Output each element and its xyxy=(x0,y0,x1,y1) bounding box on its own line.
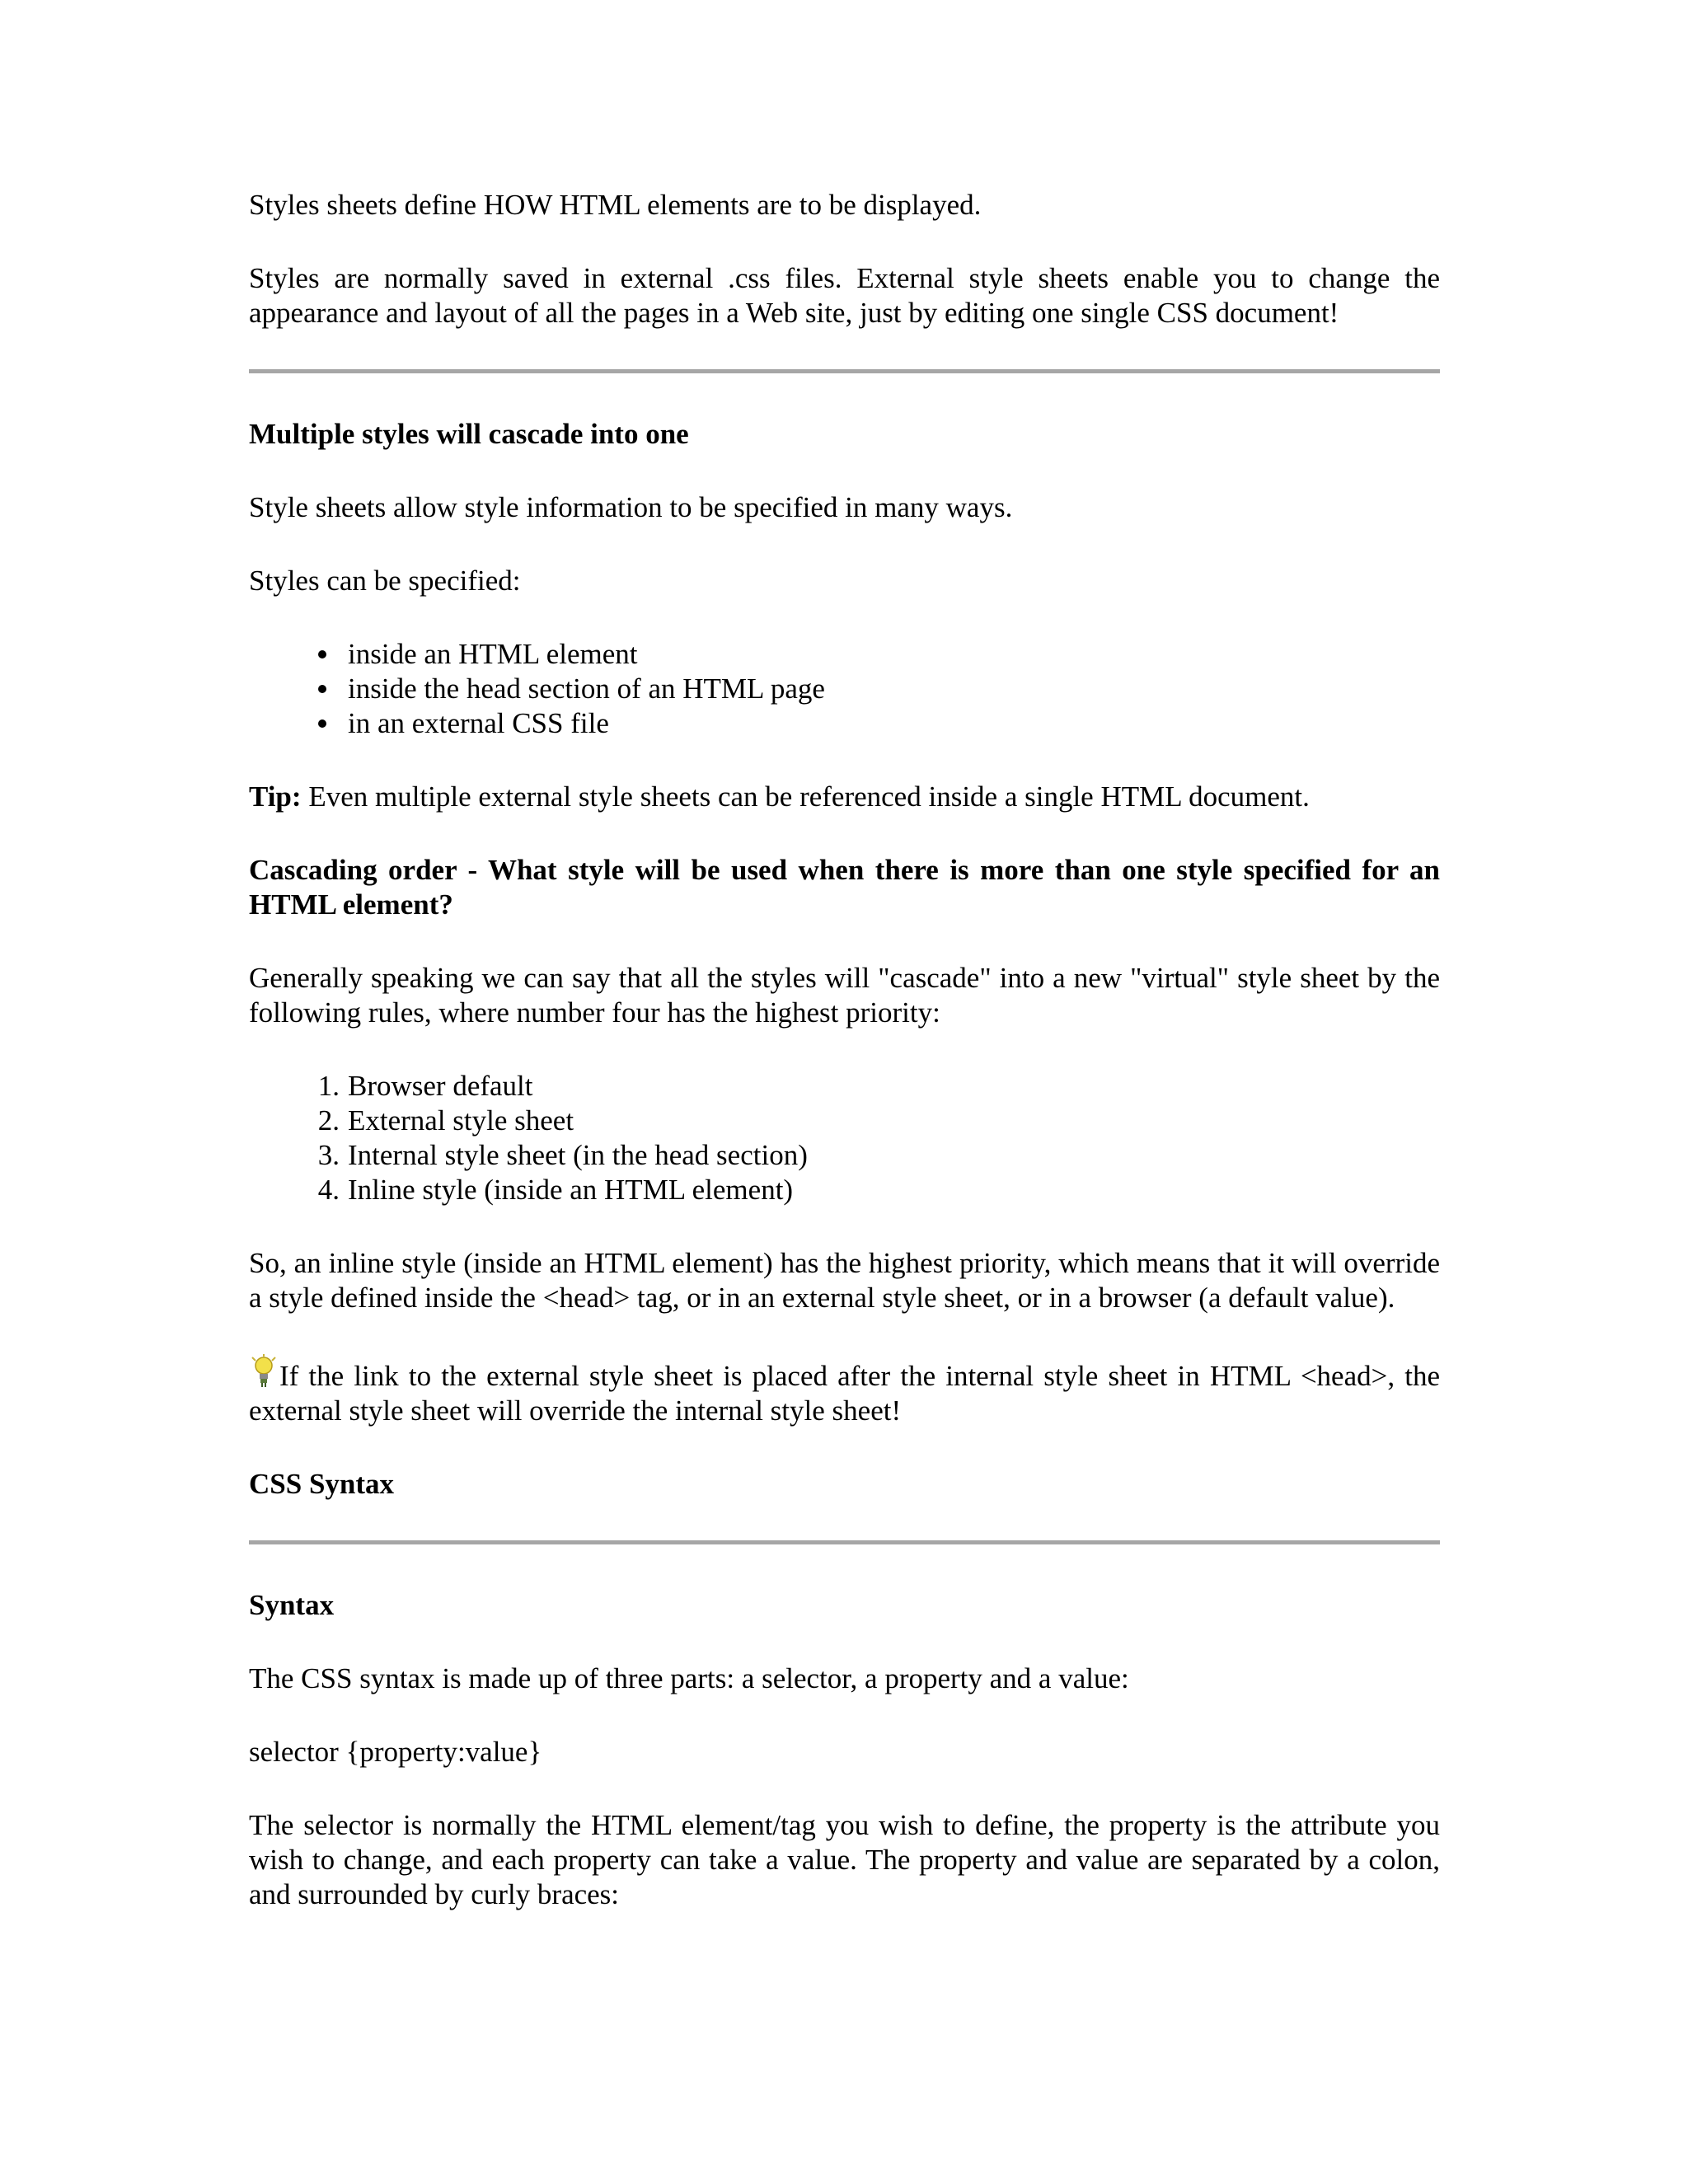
document-page xyxy=(249,188,1440,1951)
cascade-paragraph-1: Style sheets allow style information to be specified in many ways. xyxy=(249,491,1013,523)
horizontal-rule xyxy=(249,1540,1440,1544)
cascade-paragraph-2: Styles can be specified: xyxy=(249,565,521,597)
list-item-text: Inline style (inside an HTML element) xyxy=(348,1174,794,1206)
list-item xyxy=(249,1138,1440,1173)
intro-paragraph-2: Styles are normally saved in external .css files. External style sheets enable you to change the appearance and layout of all the pages in a Web site, just by editing one single CSS document! xyxy=(249,262,1440,329)
tip-label: Tip: xyxy=(249,780,302,813)
note-text: If the link to the external style sheet is placed after the internal style sheet in HTML <head>, the external style sheet will override the internal style sheet! xyxy=(249,1360,1440,1427)
list-number: 1. xyxy=(317,1070,340,1102)
note-paragraph xyxy=(249,1354,1440,1428)
list-number: 2. xyxy=(317,1104,340,1137)
list-item-text: in an external CSS file xyxy=(348,707,609,739)
list-number: 3. xyxy=(317,1139,340,1171)
cascade-heading: Multiple styles will cascade into one xyxy=(249,418,689,450)
list-item-text: inside the head section of an HTML page xyxy=(348,673,825,705)
lightbulb-icon xyxy=(249,1354,279,1387)
tip-text: Even multiple external style sheets can be referenced inside a single HTML document. xyxy=(301,780,1310,813)
order-paragraph-1: Generally speaking we can say that all the styles will "cascade" into a new "virtual" style sheet by the following rules, where number four has the highest priority: xyxy=(249,962,1440,1029)
list-item xyxy=(249,1173,1440,1207)
horizontal-rule xyxy=(249,369,1440,373)
list-item-text: Browser default xyxy=(348,1070,533,1102)
list-item-text: inside an HTML element xyxy=(348,638,638,670)
syntax-paragraph-1: The CSS syntax is made up of three parts: a selector, a property and a value: xyxy=(249,1662,1129,1694)
list-item xyxy=(249,637,1440,672)
css-syntax-heading: CSS Syntax xyxy=(249,1468,395,1500)
intro-paragraph-1: Styles sheets define HOW HTML elements are to be displayed. xyxy=(249,189,982,221)
tip-paragraph xyxy=(249,780,1440,814)
order-heading: Cascading order - What style will be used when there is more than one style specified for an HTML element? xyxy=(249,854,1440,921)
list-item-text: Internal style sheet (in the head section) xyxy=(348,1139,808,1171)
list-item xyxy=(249,672,1440,706)
list-item-text: External style sheet xyxy=(348,1104,574,1137)
numbered-list xyxy=(249,1069,1440,1207)
list-item xyxy=(249,1104,1440,1138)
list-number: 4. xyxy=(317,1174,340,1206)
syntax-paragraph-2: The selector is normally the HTML element/tag you wish to define, the property is the attribute you wish to change, and each property can take a value. The property and value are separated by a colon, and surrounded by curly braces: xyxy=(249,1809,1440,1910)
order-paragraph-2: So, an inline style (inside an HTML element) has the highest priority, which means that it will override a style defined inside the <head> tag, or in an external style sheet, or in a browser (a default value). xyxy=(249,1247,1440,1314)
bullet-list xyxy=(249,637,1440,741)
syntax-example: selector {property:value} xyxy=(249,1736,542,1768)
list-item xyxy=(249,1069,1440,1104)
list-item xyxy=(249,706,1440,741)
syntax-heading: Syntax xyxy=(249,1589,335,1621)
